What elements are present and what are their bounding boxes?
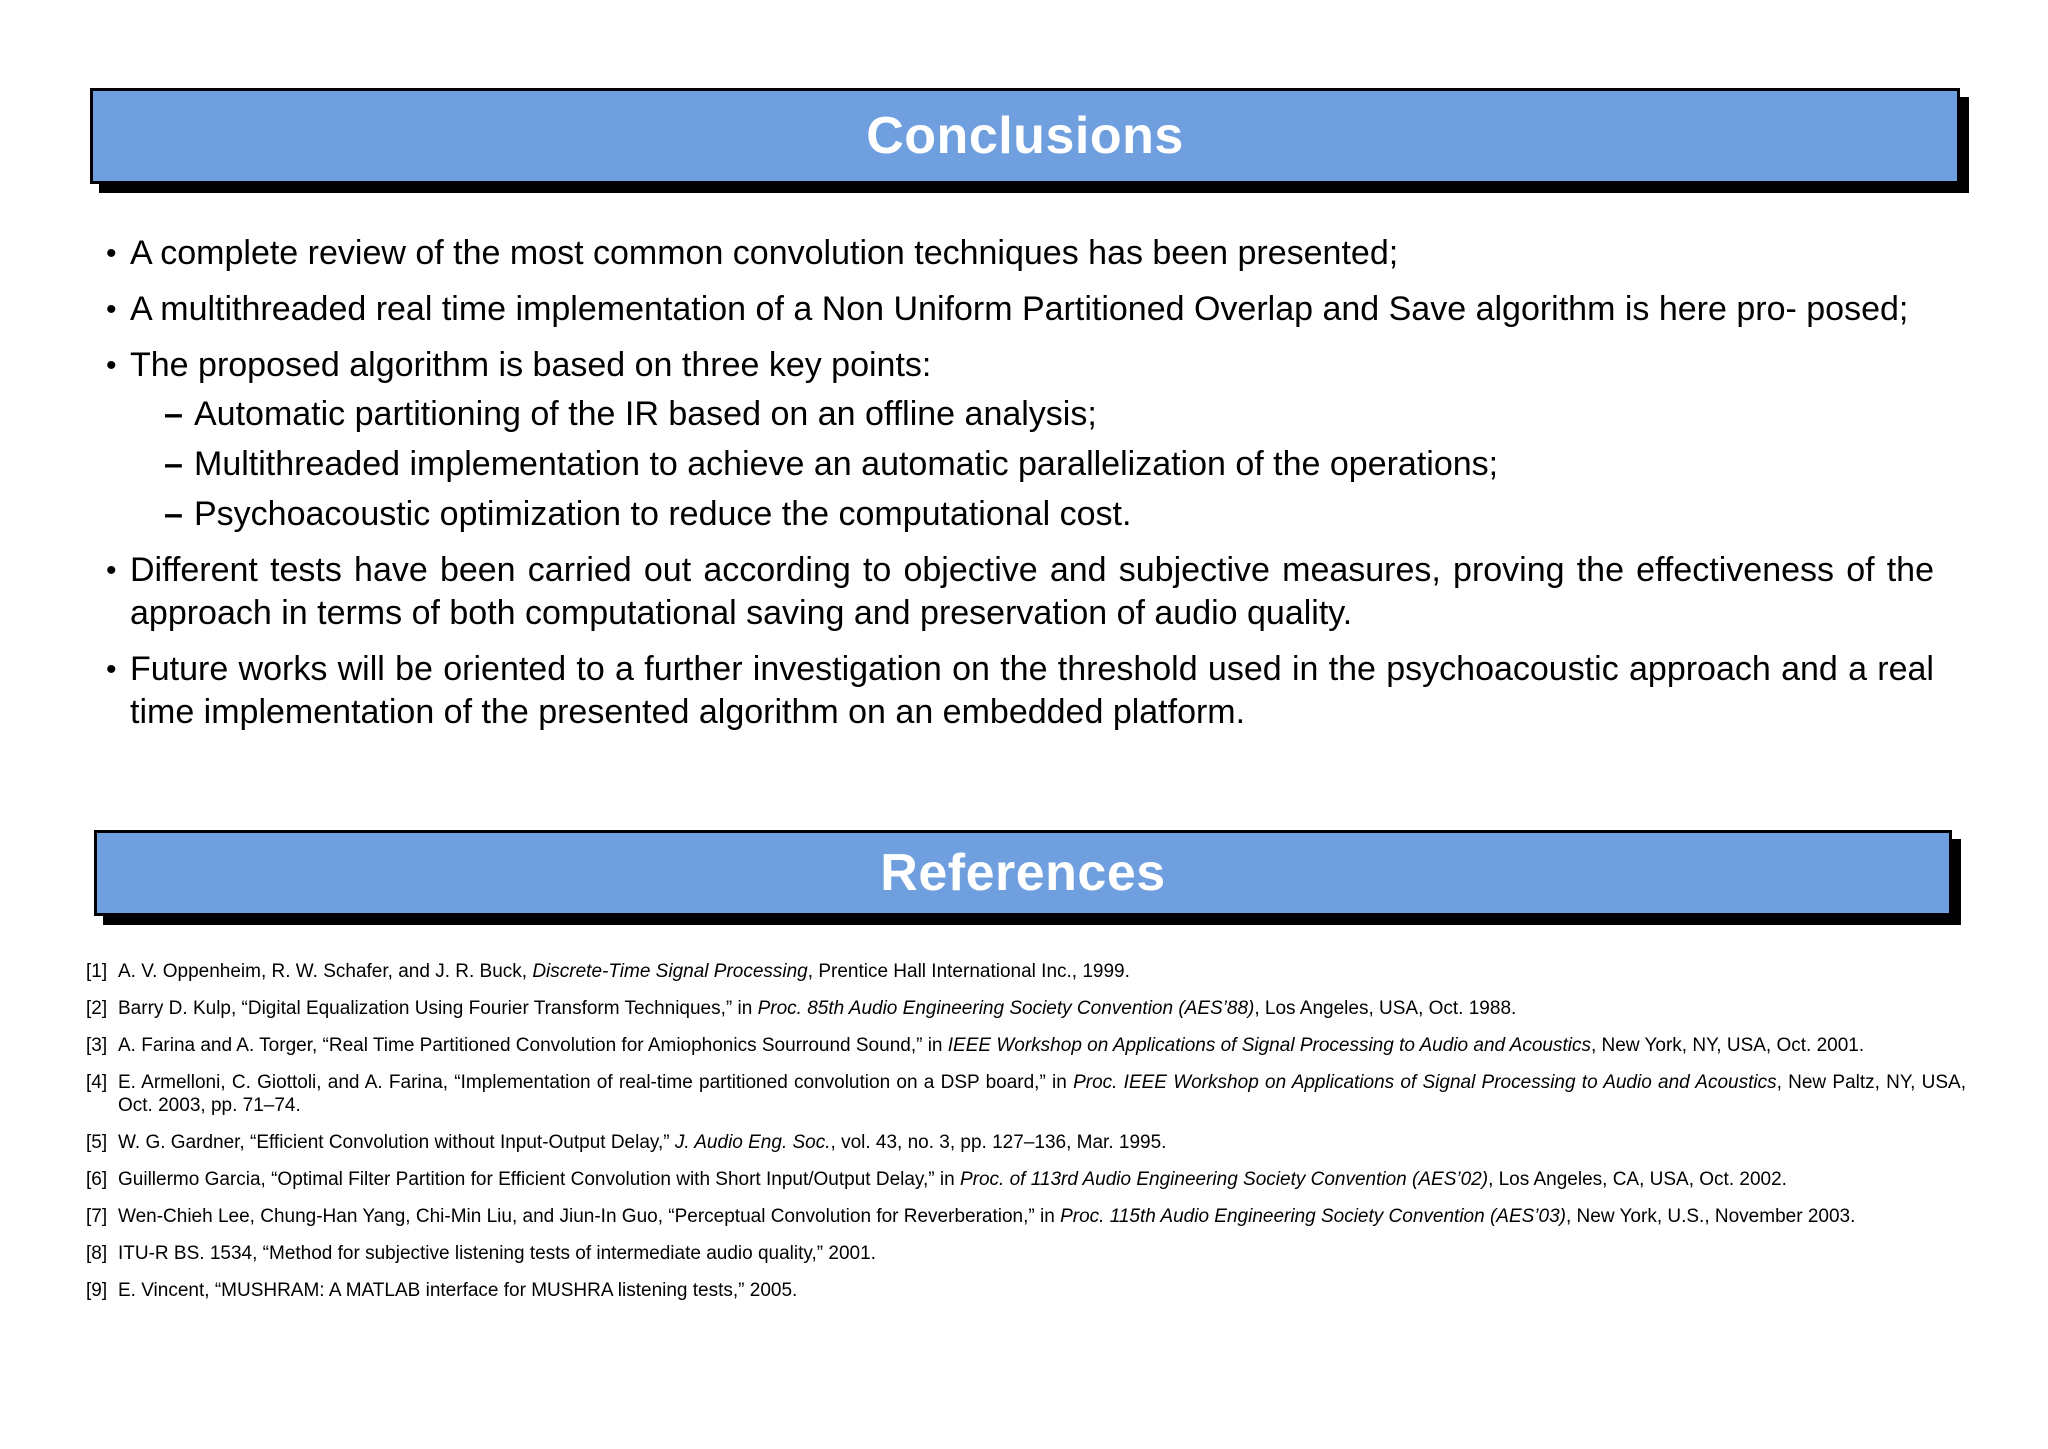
reference-details: , Prentice Hall International Inc., 1999.	[807, 961, 1130, 982]
bullet-dot-icon: •	[106, 237, 117, 270]
conclusion-text: Different tests have been carried out according to objective and subjective measures, proving the effectiveness of the approach in terms of both computational saving and preservation of audio quality.	[130, 551, 1934, 632]
reference-item	[86, 1279, 1966, 1302]
reference-authors: W. G. Gardner, “Efficient Convolution without Input-Output Delay,”	[118, 1132, 675, 1153]
bullet-dot-icon: •	[106, 653, 117, 686]
reference-details: , New York, NY, USA, Oct. 2001.	[1590, 1035, 1865, 1056]
reference-details: , New York, U.S., November 2003.	[1566, 1206, 1856, 1227]
reference-authors: Barry D. Kulp, “Digital Equalization Using Fourier Transform Techniques,” in	[118, 998, 758, 1019]
reference-item	[86, 1242, 1966, 1265]
reference-venue: J. Audio Eng. Soc.	[674, 1132, 831, 1153]
bullet-dot-icon: •	[106, 293, 117, 326]
reference-authors: A. Farina and A. Torger, “Real Time Partitioned Convolution for Amiophonics Sourround Sound,” in	[118, 1035, 948, 1056]
reference-text: ITU-R BS. 1534, “Method for subjective listening tests of intermediate audio quality,” 2001.	[118, 1243, 876, 1264]
conclusion-text: A complete review of the most common convolution techniques has been presented;	[130, 234, 1399, 272]
references-header	[94, 830, 1952, 916]
references-list	[86, 960, 1966, 1316]
reference-item	[86, 1071, 1966, 1117]
key-point-item	[130, 493, 1934, 536]
reference-venue: Proc. 115th Audio Engineering Society Convention (AES’03)	[1060, 1206, 1566, 1227]
conclusion-item	[104, 232, 1934, 275]
dash-icon: –	[164, 495, 183, 533]
dash-icon: –	[164, 395, 183, 433]
conclusion-item	[104, 344, 1934, 536]
reference-number: [5]	[86, 1132, 108, 1153]
reference-number: [8]	[86, 1243, 108, 1264]
key-point-item	[130, 393, 1934, 436]
reference-authors: Wen-Chieh Lee, Chung-Han Yang, Chi-Min Liu, and Jiun-In Guo, “Perceptual Convolution for Reverberation,” in	[118, 1206, 1061, 1227]
reference-venue: IEEE Workshop on Applications of Signal Processing to Audio and Acoustics	[947, 1035, 1591, 1056]
reference-text: E. Vincent, “MUSHRAM: A MATLAB interface for MUSHRA listening tests,” 2005.	[118, 1280, 798, 1301]
reference-authors: A. V. Oppenheim, R. W. Schafer, and J. R. Buck,	[118, 961, 533, 982]
reference-venue: Proc. IEEE Workshop on Applications of Signal Processing to Audio and Acoustics	[1073, 1072, 1777, 1093]
conclusions-title: Conclusions	[866, 107, 1184, 165]
reference-details: , Los Angeles, USA, Oct. 1988.	[1254, 998, 1517, 1019]
reference-item	[86, 1205, 1966, 1228]
reference-authors: Guillermo Garcia, “Optimal Filter Partition for Efficient Convolution with Short Input/Output Delay,” in	[118, 1169, 960, 1190]
conclusion-item	[104, 288, 1934, 331]
reference-venue: Proc. of 113rd Audio Engineering Society Convention (AES’02)	[959, 1169, 1489, 1190]
reference-authors: E. Armelloni, C. Giottoli, and A. Farina, “Implementation of real-time partitioned convolution on a DSP board,” in	[118, 1072, 1074, 1093]
reference-venue: Discrete-Time Signal Processing	[532, 961, 808, 982]
reference-item	[86, 1168, 1966, 1191]
conclusion-text: The proposed algorithm is based on three key points:	[130, 346, 932, 384]
key-point-item	[130, 443, 1934, 486]
bullet-dot-icon: •	[106, 554, 117, 587]
reference-details: , New Paltz, NY, USA, Oct. 2003, pp. 71–74.	[118, 1072, 1966, 1116]
key-point-text: Multithreaded implementation to achieve an automatic parallelization of the operations;	[194, 445, 1499, 483]
reference-item	[86, 997, 1966, 1020]
reference-details: , Los Angeles, CA, USA, Oct. 2002.	[1488, 1169, 1787, 1190]
reference-number: [2]	[86, 998, 108, 1019]
conclusion-text: Future works will be oriented to a further investigation on the threshold used in the psychoacoustic approach and a real time implementation of the presented algorithm on an embedded platform.	[130, 650, 1934, 731]
reference-item	[86, 1131, 1966, 1154]
bullet-dot-icon: •	[106, 349, 117, 382]
references-title: References	[880, 844, 1166, 902]
reference-number: [6]	[86, 1169, 108, 1190]
reference-number: [4]	[86, 1072, 108, 1093]
conclusion-item	[104, 549, 1934, 635]
key-point-text: Psychoacoustic optimization to reduce the computational cost.	[194, 495, 1132, 533]
reference-item	[86, 960, 1966, 983]
reference-details: , vol. 43, no. 3, pp. 127–136, Mar. 1995.	[830, 1132, 1167, 1153]
reference-number: [9]	[86, 1280, 108, 1301]
conclusions-list	[104, 232, 1934, 747]
dash-icon: –	[164, 445, 183, 483]
key-points-list	[130, 393, 1934, 536]
reference-number: [1]	[86, 961, 108, 982]
conclusion-text: A multithreaded real time implementation of a Non Uniform Partitioned Overlap and Save algorithm is here pro- posed;	[130, 290, 1909, 328]
conclusion-item	[104, 648, 1934, 734]
reference-number: [7]	[86, 1206, 108, 1227]
reference-number: [3]	[86, 1035, 108, 1056]
conclusions-header	[90, 88, 1960, 184]
key-point-text: Automatic partitioning of the IR based on an offline analysis;	[194, 395, 1097, 433]
reference-item	[86, 1034, 1966, 1057]
reference-venue: Proc. 85th Audio Engineering Society Convention (AES’88)	[757, 998, 1255, 1019]
